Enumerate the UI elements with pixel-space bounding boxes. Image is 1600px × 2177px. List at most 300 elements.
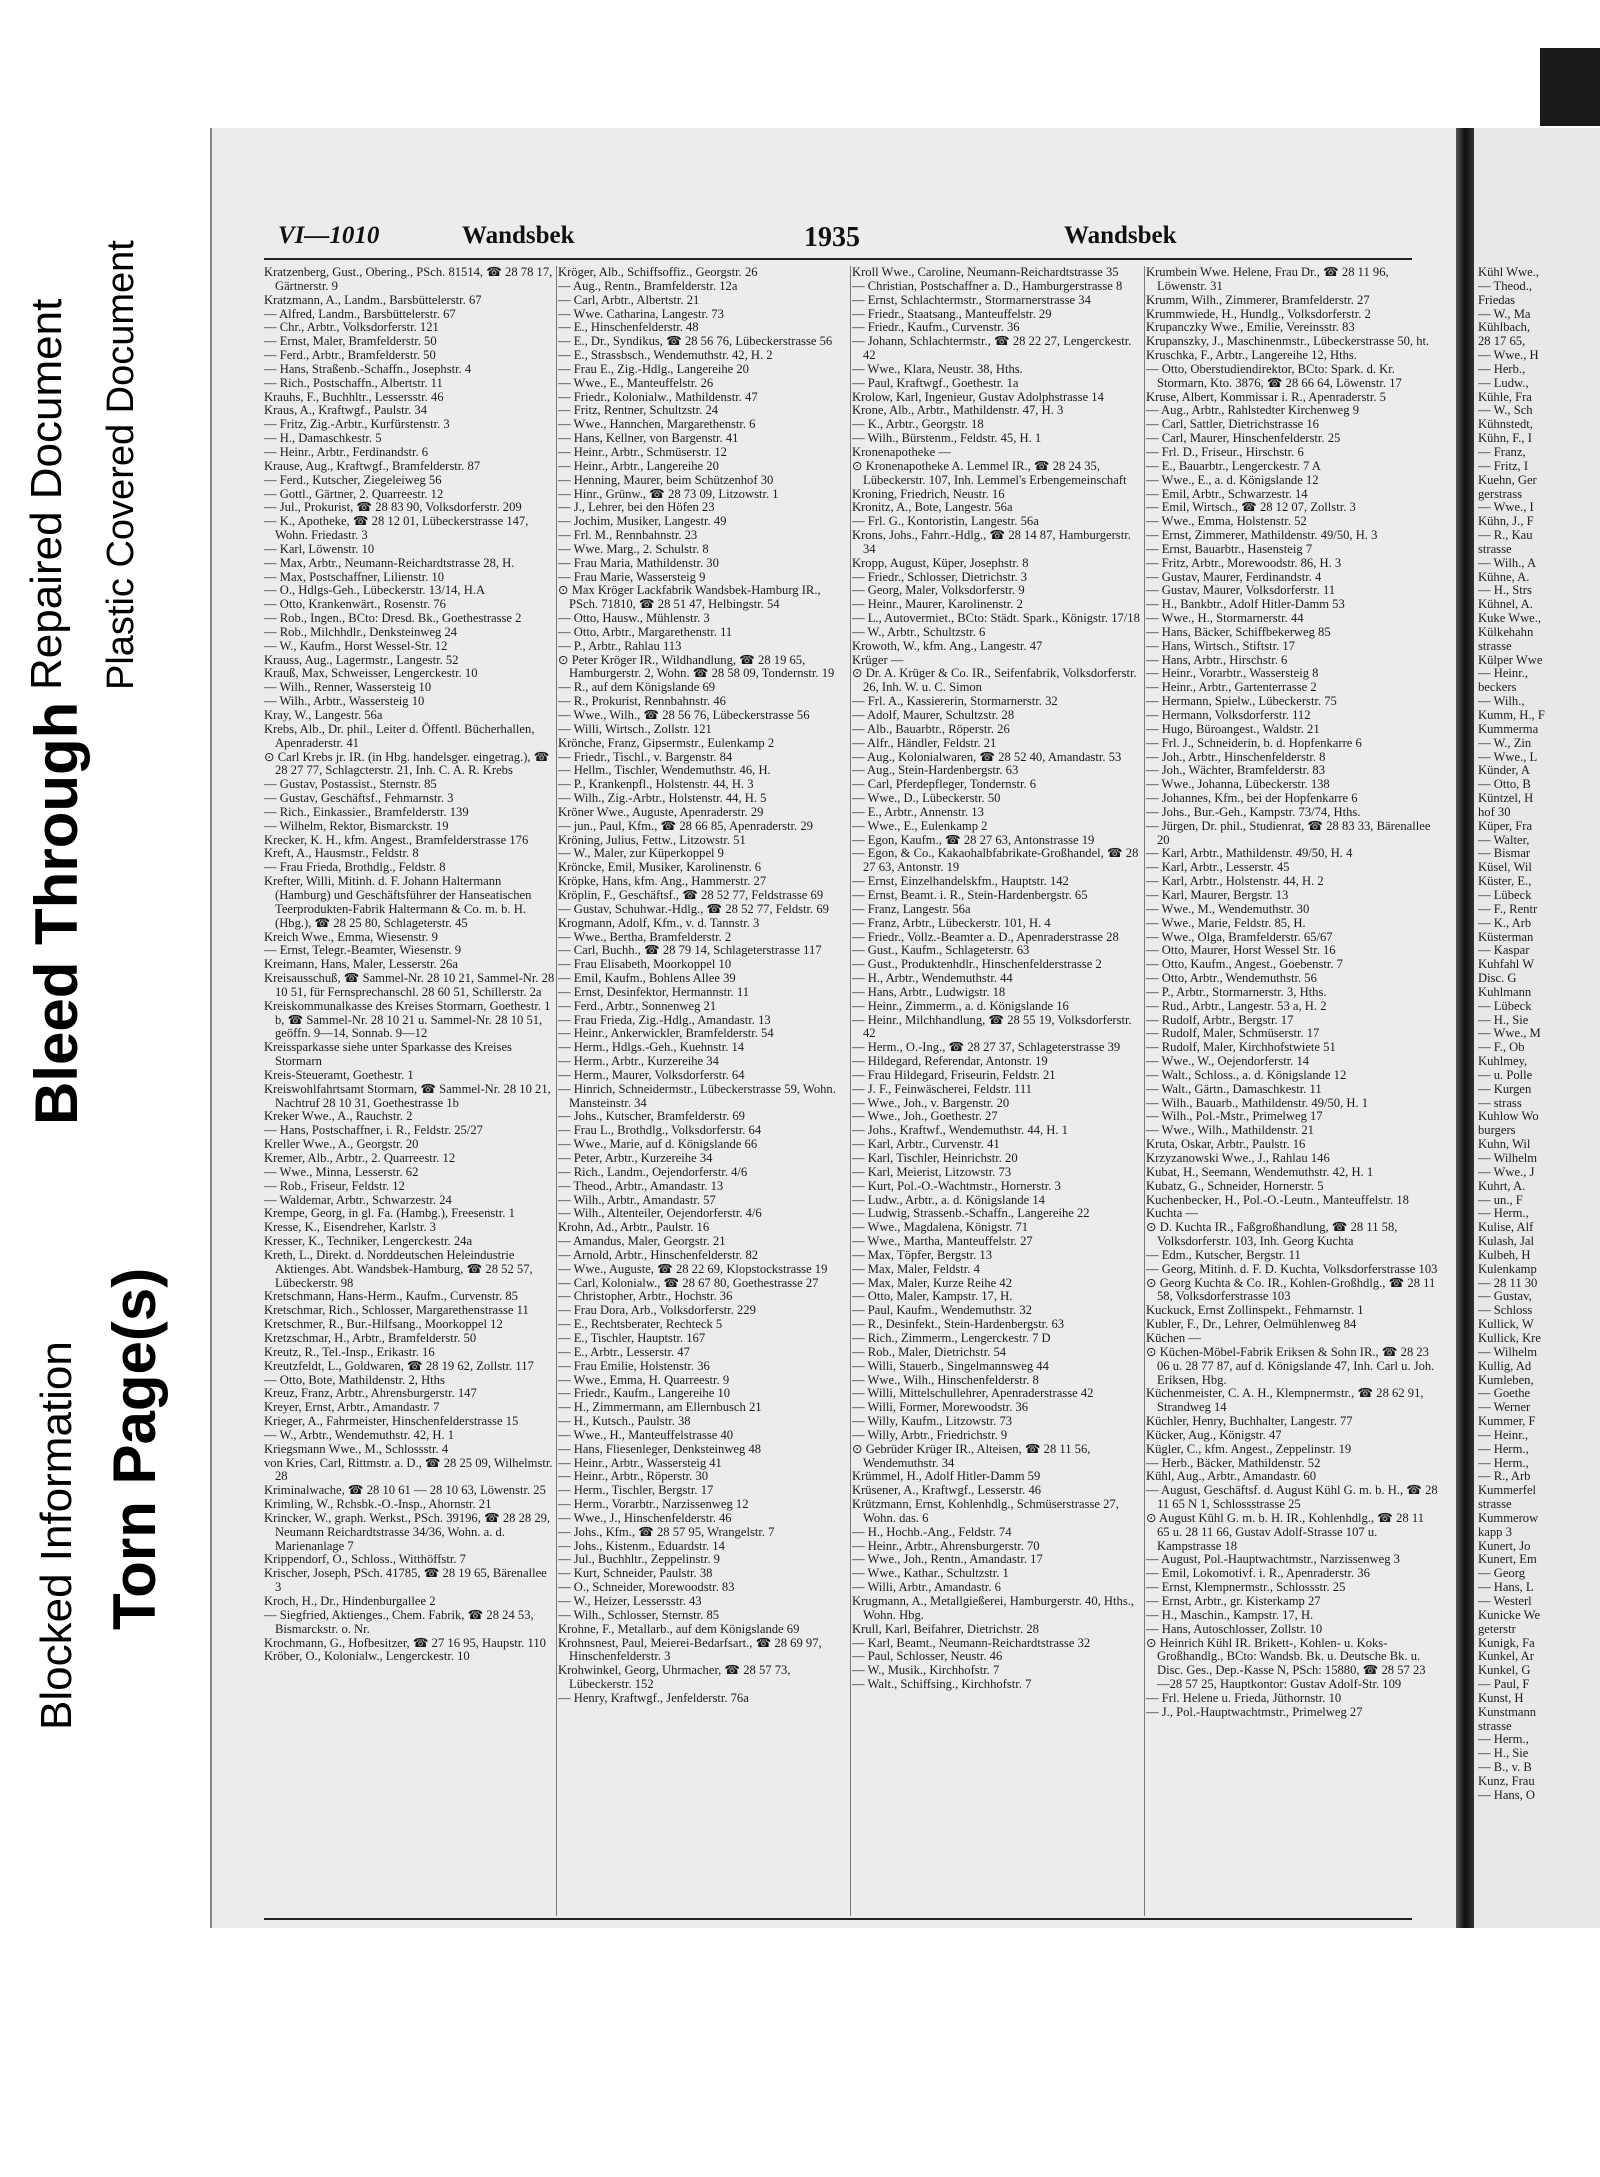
- directory-entry: Krüsener, A., Kraftwgf., Lesserstr. 46: [852, 1483, 1042, 1498]
- directory-entry: Küchler, Henry, Buchhalter, Langestr. 77: [1146, 1414, 1353, 1429]
- directory-entry: — Herm., Maurer, Volksdorferstr. 64: [558, 1067, 745, 1082]
- directory-entry: — Carl, Arbtr., Albertstr. 21: [558, 292, 700, 307]
- fragment-line: Disc. G: [1478, 971, 1517, 986]
- fragment-line: — Lübeck: [1478, 887, 1532, 902]
- directory-entry: — E., Arbtr., Lesserstr. 47: [558, 1344, 690, 1359]
- fragment-line: strasse: [1478, 1718, 1512, 1733]
- fragment-line: Kühl Wwe.,: [1478, 266, 1539, 279]
- directory-entry: — Johs., Kraftwf., Wendemuthstr. 44, H. 1: [852, 1123, 1068, 1138]
- directory-entry: — Hans, Arbtr., Ludwigstr. 18: [852, 984, 1006, 999]
- directory-entry: — R., Prokurist, Rennbahnstr. 46: [558, 694, 726, 709]
- directory-entry: Krumm, Wilh., Zimmerer, Bramfelderstr. 27: [1146, 292, 1370, 307]
- directory-entry: — Emil, Wirtsch., ☎ 28 12 07, Zollstr. 3: [1146, 500, 1356, 515]
- fragment-line: — Wwe., L: [1478, 749, 1538, 764]
- fragment-line: — Werner: [1478, 1400, 1531, 1415]
- directory-entry: Kropp, August, Küper, Josephstr. 8: [852, 555, 1029, 570]
- directory-entry: — Wwe., H., Stormarnerstr. 44: [1146, 611, 1304, 626]
- directory-entry: — Friedr., Kolonialw., Mathildenstr. 47: [558, 389, 758, 404]
- directory-entry: — Wwe., Johanna, Lübeckerstr. 138: [1146, 777, 1330, 792]
- directory-entry: Kroll Wwe., Caroline, Neumann-Reichardtstrasse 35: [852, 266, 1119, 279]
- fragment-line: Kuehn, Ger: [1478, 472, 1537, 487]
- directory-entry: Kreis-Steueramt, Goethestr. 1: [264, 1067, 414, 1082]
- directory-entry: Krauß, Max, Schweisser, Lengerckestr. 10: [264, 666, 478, 681]
- directory-entry: — Hellm., Tischler, Wendemuthstr. 46, H.: [558, 763, 771, 778]
- directory-entry: ⊙ Heinrich Kühl IR. Brikett-, Kohlen- u. Koks-Großhandlg., BCto: Wandsb. Bk. u. Deutsche Bk. u. Disc. Ges., Dep.-Kasse N, PSch: 15880, ☎ 28 57 23—28 57 25, Hauptkontor: Gustav Adolf-Str. 109: [1146, 1635, 1426, 1692]
- directory-entry: — Wwe., E., Manteuffelstr. 26: [558, 375, 714, 390]
- fragment-line: Kulbeh, H: [1478, 1247, 1531, 1262]
- directory-entry: — Wwe., Magdalena, Königstr. 71: [852, 1220, 1029, 1235]
- directory-entry: — Hans, Wirtsch., Stiftstr. 17: [1146, 638, 1295, 653]
- directory-entry: — Johs., Kistenm., Eduardstr. 14: [558, 1538, 725, 1553]
- directory-entry: — Gottl., Gärtner, 2. Quarreestr. 12: [264, 486, 444, 501]
- fragment-line: — Bismar: [1478, 846, 1531, 861]
- directory-entry: — Kurt, Pol.-O.-Wachtmstr., Hornerstr. 3: [852, 1178, 1061, 1193]
- directory-entry: — Heinr., Zimmerm., a. d. Königslande 16: [852, 998, 1069, 1013]
- fragment-line: Kunigk, Fa: [1478, 1635, 1535, 1650]
- fragment-line: strasse: [1478, 638, 1512, 653]
- fragment-line: 28 17 65,: [1478, 334, 1526, 349]
- directory-entry: — Wwe., Auguste, ☎ 28 22 69, Klopstockstrasse 19: [558, 1261, 828, 1276]
- directory-entry: — Karl, Meierist, Litzowstr. 73: [852, 1164, 1012, 1179]
- fragment-line: Küster, E.,: [1478, 874, 1532, 889]
- directory-entry: Krischer, Joseph, PSch. 41785, ☎ 28 19 65, Bärenallee 3: [264, 1566, 547, 1595]
- directory-entry: — Jochim, Musiker, Langestr. 49: [558, 514, 727, 529]
- directory-entry: Krönche, Franz, Gipsermstr., Eulenkamp 2: [558, 735, 775, 750]
- directory-entry: — Friedr., Staatsang., Manteuffelstr. 29: [852, 306, 1052, 321]
- fragment-line: Kumm, H., F: [1478, 708, 1545, 722]
- directory-entry: — Willi, Arbtr., Amandastr. 6: [852, 1580, 1001, 1595]
- directory-column-4: [1146, 266, 1438, 1926]
- directory-entry: — Heinr., Maurer, Karolinenstr. 2: [852, 597, 1023, 612]
- directory-entry: — Johannes, Kfm., bei der Hopfenkarre 6: [1146, 791, 1358, 806]
- directory-entry: — Friedr., Schlosser, Dietrichstr. 3: [852, 569, 1028, 584]
- fragment-line: — Wilhelm: [1478, 1151, 1538, 1165]
- directory-entry: — Alb., Bauarbtr., Röperstr. 26: [852, 721, 1010, 736]
- directory-entry: — Ernst, Maler, Bramfelderstr. 50: [264, 334, 437, 349]
- directory-entry: Krieger, A., Fahrmeister, Hinschenfelderstrasse 15: [264, 1414, 519, 1429]
- directory-entry: — Paul, Kaufm., Wendemuthstr. 32: [852, 1303, 1032, 1318]
- directory-entry: — Joh., Wächter, Bramfelderstr. 83: [1146, 763, 1326, 778]
- directory-column-2: [558, 266, 850, 1926]
- fragment-line: — Otto, B: [1478, 777, 1531, 792]
- fragment-line: Kuhn, Wil: [1478, 1137, 1531, 1152]
- directory-entry: — Gustav, Schuhwar.-Hdlg., ☎ 28 52 77, Feldstr. 69: [558, 901, 829, 916]
- directory-entry: — Hans, Bäcker, Schiffbekerweg 85: [1146, 624, 1331, 639]
- fragment-line: Kühn, J., F: [1478, 514, 1534, 529]
- directory-entry: — Willi, Wirtsch., Zollstr. 121: [558, 721, 712, 736]
- fragment-line: Kühlbach,: [1478, 320, 1531, 335]
- fragment-line: — Herm.,: [1478, 1206, 1529, 1221]
- fragment-line: Kumleben,: [1478, 1372, 1534, 1387]
- fragment-line: — Theod.,: [1478, 278, 1532, 293]
- fragment-line: — Herm.,: [1478, 1732, 1529, 1747]
- fragment-line: Küper, Fra: [1478, 818, 1533, 833]
- fragment-line: Kunstmann: [1478, 1704, 1537, 1719]
- directory-entry: — Otto, Arbtr., Margarethenstr. 11: [558, 624, 733, 639]
- fragment-line: — Heinr.,: [1478, 666, 1529, 681]
- directory-entry: — Christian, Postschaffner a. D., Hamburgerstrasse 8: [852, 278, 1123, 293]
- scanned-document: [200, 48, 1600, 1978]
- directory-entry: — R., auf dem Königslande 69: [558, 680, 716, 695]
- fragment-line: — K., Arb: [1478, 915, 1532, 930]
- fragment-line: Kullick, Kre: [1478, 1330, 1541, 1345]
- directory-entry: — Henning, Maurer, beim Schützenhof 30: [558, 472, 774, 487]
- directory-entry: — K., Apotheke, ☎ 28 12 01, Lübeckerstrasse 147, Wohn. Friedastr. 3: [264, 514, 529, 543]
- warning-sidebar: [0, 0, 200, 2177]
- directory-entry: Krogmann, Adolf, Kfm., v. d. Tannstr. 3: [558, 915, 760, 930]
- directory-entry: — Rudolf, Arbtr., Bergstr. 17: [1146, 1012, 1294, 1027]
- directory-entry: — Georg, Mitinh. d. F. D. Kuchta, Volksdorferstrasse 103: [1146, 1261, 1438, 1276]
- directory-entry: Kröger, Alb., Schiffsoffiz., Georgstr. 26: [558, 266, 758, 279]
- directory-entry: — Hans, Straßenb.-Schaffn., Josephstr. 4: [264, 361, 472, 376]
- directory-entry: — Walt., Schiffsing., Kirchhofstr. 7: [852, 1677, 1032, 1692]
- directory-entry: Küchen —: [1146, 1330, 1201, 1345]
- fragment-line: Kunkel, Ar: [1478, 1649, 1534, 1664]
- fragment-line: Kullig, Ad: [1478, 1358, 1532, 1373]
- directory-entry: — Karl, Arbtr., Lesserstr. 45: [1146, 860, 1290, 875]
- directory-entry: Krimling, W., Rchsbk.-O.-Insp., Ahornstr. 21: [264, 1497, 492, 1512]
- directory-entry: Krupanczky Wwe., Emilie, Vereinsstr. 83: [1146, 320, 1355, 335]
- directory-entry: — Willi, Stauerb., Singelmannsweg 44: [852, 1358, 1049, 1373]
- fragment-line: Kullick, W: [1478, 1317, 1534, 1332]
- directory-entry: Krippendorf, O., Schloss., Witthöffstr. 7: [264, 1552, 466, 1567]
- directory-entry: — E., Rechtsberater, Rechteck 5: [558, 1317, 723, 1332]
- directory-entry: — Willy, Arbtr., Friedrichstr. 9: [852, 1427, 1008, 1442]
- fragment-line: gerstrass: [1478, 486, 1523, 501]
- directory-entry: Kruschka, F., Arbtr., Langereihe 12, Hths.: [1146, 348, 1357, 363]
- directory-entry: — Otto, Maurer, Horst Wessel Str. 16: [1146, 943, 1336, 958]
- fragment-line: Kulash, Jal: [1478, 1234, 1534, 1249]
- directory-entry: — Ferd., Kutscher, Ziegeleiweg 56: [264, 472, 442, 487]
- directory-entry: — Aug., Kolonialwaren, ☎ 28 52 40, Amandastr. 53: [852, 749, 1122, 764]
- directory-entry: — Arnold, Arbtr., Hinschenfelderstr. 82: [558, 1247, 759, 1262]
- directory-entry: — Frl. G., Kontoristin, Langestr. 56a: [852, 514, 1039, 529]
- directory-entry: Kröber, O., Kolonialw., Lengerckestr. 10: [264, 1649, 470, 1664]
- fragment-line: — Georg: [1478, 1566, 1525, 1581]
- directory-entry: Kreutzfeldt, L., Goldwaren, ☎ 28 19 62, Zollstr. 117: [264, 1358, 534, 1373]
- directory-entry: Kreiswohlfahrtsamt Stormarn, ☎ Sammel-Nr. 28 10 21, Nachtruf 28 10 31, Goethestrasse 1b: [264, 1081, 551, 1110]
- directory-entry: Kronitz, A., Bote, Langestr. 56a: [852, 500, 1013, 515]
- directory-entry: Kreth, L., Direkt. d. Norddeutschen Heleindustrie Aktienges. Abt. Wandsbek-Hamburg, ☎ 28 52 57, Lübeckerstr. 98: [264, 1247, 533, 1290]
- book-gutter: [1456, 128, 1474, 1928]
- directory-entry: Krull, Karl, Beifahrer, Dietrichstr. 28: [852, 1621, 1039, 1636]
- directory-entry: — Hildegard, Referendar, Antonstr. 19: [852, 1054, 1048, 1069]
- directory-entry: Krummwiede, H., Hundlg., Volksdorferstr. 2: [1146, 306, 1371, 321]
- directory-entry: — P., Arbtr., Stormarnerstr. 3, Hths.: [1146, 984, 1327, 999]
- directory-entry: — H., Zimmermann, am Ellernbusch 21: [558, 1400, 762, 1415]
- directory-entry: — Johs., Bur.-Geh., Kampstr. 73/74, Hths.: [1146, 804, 1361, 819]
- fragment-line: — Wwe., I: [1478, 500, 1534, 515]
- directory-entry: — Carl, Kolonialw., ☎ 28 67 80, Goethestrasse 27: [558, 1275, 819, 1290]
- directory-entry: — Heinr., Arbtr., Röperstr. 30: [558, 1469, 709, 1484]
- directory-entry: — Rob., Ingen., BCto: Dresd. Bk., Goethestrasse 2: [264, 611, 522, 626]
- directory-entry: — Heinr., Arbtr., Schmüserstr. 12: [558, 444, 727, 459]
- directory-entry: — Wwe., E., Eulenkamp 2: [852, 818, 988, 833]
- fragment-line: beckers: [1478, 680, 1517, 695]
- directory-entry: — Frau E., Zig.-Hdlg., Langereihe 20: [558, 361, 749, 376]
- directory-entry: Kraus, A., Kraftwgf., Paulstr. 34: [264, 403, 427, 418]
- directory-entry: — Otto, Hausw., Mühlenstr. 3: [558, 611, 710, 626]
- directory-entry: — Wwe., E., a. d. Königslande 12: [1146, 472, 1319, 487]
- directory-entry: — Joh., Arbtr., Hinschenfelderstr. 8: [1146, 749, 1326, 764]
- directory-entry: — Frau Marie, Wassersteig 9: [558, 569, 706, 584]
- directory-entry: Kröner Wwe., Auguste, Apenraderstr. 29: [558, 804, 764, 819]
- directory-entry: — Heinr., Arbtr., Gartenterrasse 2: [1146, 680, 1317, 695]
- directory-entry: Kubatz, G., Schneider, Hornerstr. 5: [1146, 1178, 1324, 1193]
- running-title-right: Wandsbek: [1064, 222, 1177, 249]
- directory-entry: — Wwe., Olga, Bramfelderstr. 65/67: [1146, 929, 1333, 944]
- directory-entry: — Wilh., Arbtr., Wassersteig 10: [264, 694, 425, 709]
- directory-column-1: [264, 266, 556, 1926]
- directory-entry: — Karl, Arbtr., Curvenstr. 41: [852, 1137, 1000, 1152]
- directory-entry: ⊙ Carl Krebs jr. IR. (in Hbg. handelsger. eingetrag.), ☎ 28 27 77, Schlagcterstr. 21, Inh. C. A. R. Krebs: [264, 749, 550, 778]
- fragment-line: — H., Sie: [1478, 1746, 1529, 1761]
- directory-entry: — Rich., Zimmerm., Lengerckestr. 7 D: [852, 1330, 1051, 1345]
- fragment-line: geterstr: [1478, 1621, 1516, 1636]
- directory-entry: — K., Arbtr., Georgstr. 18: [852, 417, 984, 432]
- fragment-line: — strass: [1478, 1095, 1522, 1110]
- directory-entry: Kuchta —: [1146, 1206, 1199, 1221]
- directory-entry: ⊙ Kronenapotheke A. Lemmel IR., ☎ 28 24 35, Lübeckerstr. 107, Inh. Lemmel's Erbengemeinschaft: [852, 458, 1127, 487]
- fragment-line: — Ludw.,: [1478, 375, 1529, 390]
- fragment-line: — Kaspar: [1478, 943, 1530, 958]
- directory-entry: Krowoth, W., kfm. Ang., Langestr. 47: [852, 638, 1043, 653]
- fragment-line: Küsterman: [1478, 929, 1534, 944]
- fragment-line: Kulenkamp: [1478, 1261, 1537, 1276]
- fragment-line: Kunert, Em: [1478, 1552, 1537, 1567]
- directory-entry: — Carl, Maurer, Hinschenfelderstr. 25: [1146, 431, 1341, 446]
- directory-entry: — Frau L., Brothdlg., Volksdorferstr. 64: [558, 1123, 762, 1138]
- directory-entry: ⊙ Dr. A. Krüger & Co. IR., Seifenfabrik, Volksdorferstr. 26, Inh. W. u. C. Simon: [852, 666, 1137, 695]
- directory-entry: — Otto, Maler, Kampstr. 17, H.: [852, 1289, 1013, 1304]
- directory-entry: ⊙ Max Kröger Lackfabrik Wandsbek-Hamburg IR., PSch. 71810, ☎ 28 51 47, Helbingstr. 54: [558, 583, 821, 612]
- directory-entry: — Otto, Arbtr., Wendemuthstr. 56: [1146, 971, 1317, 986]
- directory-entry: — Max, Maler, Feldstr. 4: [852, 1261, 980, 1276]
- directory-entry: — Fritz, Rentner, Schultzstr. 24: [558, 403, 719, 418]
- directory-entry: Krebs, Alb., Dr. phil., Leiter d. Öffentl. Bücherhallen, Apenraderstr. 41: [264, 721, 535, 750]
- directory-entry: — August, Geschäftsf. d. August Kühl G. m. b. H., ☎ 28 11 65 N 1, Schlossstrasse 25: [1146, 1483, 1438, 1512]
- directory-entry: Kreich Wwe., Emma, Wiesenstr. 9: [264, 929, 438, 944]
- directory-entry: — Friedr., Tischl., v. Bargenstr. 84: [558, 749, 733, 764]
- directory-entry: Kubler, F., Dr., Lehrer, Oelmühlenweg 84: [1146, 1317, 1357, 1332]
- directory-page: [210, 128, 1458, 1928]
- directory-entry: — Otto, Krankenwärt., Rosenstr. 76: [264, 597, 446, 612]
- directory-entry: — Wwe., Emma, Holstenstr. 52: [1146, 514, 1307, 529]
- directory-entry: Krümmel, H., Adolf Hitler-Damm 59: [852, 1469, 1041, 1484]
- directory-entry: — Hinr., Grünw., ☎ 28 73 09, Litzowstr. 1: [558, 486, 779, 501]
- directory-entry: — Wwe., D., Lübeckerstr. 50: [852, 791, 1001, 806]
- directory-entry: — Wwe., Wilh., Hinschenfelderstr. 8: [852, 1372, 1039, 1387]
- directory-entry: Krone, Alb., Arbtr., Mathildenstr. 47, H. 3: [852, 403, 1064, 418]
- directory-entry: — Jürgen, Dr. phil., Studienrat, ☎ 28 83 33, Bärenallee 20: [1146, 818, 1431, 847]
- fragment-line: — Herm.,: [1478, 1455, 1529, 1470]
- directory-entry: — Gust., Produktenhdlr., Hinschenfelderstrasse 2: [852, 957, 1102, 972]
- fragment-line: — Lübeck: [1478, 998, 1532, 1013]
- directory-entry: — Wwe., Klara, Neustr. 38, Hths.: [852, 361, 1023, 376]
- directory-entry: — Max, Postschaffner, Lilienstr. 10: [264, 569, 445, 584]
- directory-entry: — H., Bankbtr., Adolf Hitler-Damm 53: [1146, 597, 1345, 612]
- directory-entry: — Wilh., Bürstenm., Feldstr. 45, H. 1: [852, 431, 1042, 446]
- directory-entry: — Wilhelm, Rektor, Bismarckstr. 19: [264, 818, 449, 833]
- fragment-line: — u. Polle: [1478, 1067, 1533, 1082]
- directory-entry: — Frau Dora, Arb., Volksdorferstr. 229: [558, 1303, 756, 1318]
- directory-entry: — Karl, Löwenstr. 10: [264, 541, 375, 556]
- fragment-line: Kuhlmey,: [1478, 1054, 1528, 1069]
- directory-entry: — Aug., Stein-Hardenbergstr. 63: [852, 763, 1019, 778]
- directory-entry: — Herm., O.-Ing., ☎ 28 27 37, Schlageterstrasse 39: [852, 1040, 1121, 1055]
- directory-entry: Krecker, K. H., kfm. Angest., Bramfelderstrasse 176: [264, 832, 529, 847]
- fragment-line: — Walter,: [1478, 832, 1530, 847]
- fragment-line: Kunz, Frau: [1478, 1773, 1535, 1788]
- directory-entry: — Wilh., Pol.-Mstr., Primelweg 17: [1146, 1109, 1323, 1124]
- directory-entry: — Gustav, Maurer, Volksdorferstr. 11: [1146, 583, 1336, 598]
- directory-entry: — Rob., Maler, Dietrichstr. 54: [852, 1344, 1007, 1359]
- directory-entry: — Otto, Kaufm., Angest., Goebenstr. 7: [1146, 957, 1343, 972]
- directory-entry: — Frl. Helene u. Frieda, Jüthornstr. 10: [1146, 1690, 1342, 1705]
- directory-entry: Krzyzanowski Wwe., J., Rahlau 146: [1146, 1151, 1330, 1165]
- directory-entry: — Chr., Arbtr., Volksdorferstr. 121: [264, 320, 439, 335]
- directory-entry: — Heinr., Arbtr., Ahrensburgerstr. 70: [852, 1538, 1040, 1553]
- directory-entry: Kratzenberg, Gust., Obering., PSch. 81514, ☎ 28 78 17, Gärtnerstr. 9: [264, 266, 553, 293]
- directory-entry: — Franz, Arbtr., Lübeckerstr. 101, H. 4: [852, 915, 1051, 930]
- directory-entry: — Hugo, Büroangest., Waldstr. 21: [1146, 721, 1320, 736]
- directory-entry: — Hermann, Spielw., Lübeckerstr. 75: [1146, 694, 1337, 709]
- directory-entry: ⊙ Küchen-Möbel-Fabrik Eriksen & Sohn IR., ☎ 28 23 06 u. 28 77 87, auf d. Königslande 47, Inh. Carl u. Joh. Eriksen, Hbg.: [1146, 1344, 1435, 1387]
- directory-entry: Kühl, Aug., Arbtr., Amandastr. 60: [1146, 1469, 1317, 1484]
- directory-entry: — Gustav, Geschäftsf., Fehmarnstr. 3: [264, 791, 454, 806]
- directory-entry: — Frau Emilie, Holstenstr. 36: [558, 1358, 710, 1373]
- fragment-line: — Wwe., M: [1478, 1026, 1541, 1041]
- directory-entry: — Ernst, Bauarbtr., Hasensteig 7: [1146, 541, 1313, 556]
- fragment-line: Kunkel, G: [1478, 1663, 1531, 1678]
- directory-entry: — Carl, Sattler, Dietrichstrasse 16: [1146, 417, 1319, 432]
- directory-entry: — Herb., Bäcker, Mathildenstr. 52: [1146, 1455, 1321, 1470]
- running-title-left: Wandsbek: [462, 222, 575, 249]
- directory-entry: — Wilh., Altenteiler, Oejendorferstr. 4/6: [558, 1206, 762, 1221]
- directory-entry: — Ferd., Arbtr., Sonnenweg 21: [558, 998, 717, 1013]
- directory-entry: — Wwe., M., Wendemuthstr. 30: [1146, 901, 1310, 916]
- directory-entry: Kröncke, Emil, Musiker, Karolinenstr. 6: [558, 860, 762, 875]
- directory-entry: ⊙ D. Kuchta IR., Faßgroßhandlung, ☎ 28 11 58, Volksdorferstr. 103, Inh. Georg Kuchta: [1146, 1220, 1398, 1249]
- directory-entry: — W., Maler, zur Küperkoppel 9: [558, 846, 724, 861]
- directory-entry: — Karl, Beamt., Neumann-Reichardtstrasse 32: [852, 1635, 1091, 1650]
- directory-entry: Kratzmann, A., Landm., Barsbüttelerstr. 67: [264, 292, 482, 307]
- directory-entry: Krause, Aug., Kraftwgf., Bramfelderstr. 87: [264, 458, 481, 473]
- directory-entry: — Ernst, Klempnermstr., Schlossstr. 25: [1146, 1580, 1346, 1595]
- directory-entry: Kretzschmar, H., Arbtr., Bramfelderstr. 50: [264, 1330, 477, 1345]
- directory-entry: Krützmann, Ernst, Kohlenhdlg., Schmüserstrasse 27, Wohn. das. 6: [852, 1497, 1119, 1525]
- directory-entry: — Hans, Postschaffner, i. R., Feldstr. 25/27: [264, 1123, 483, 1138]
- fragment-line: Külkehahn: [1478, 624, 1534, 639]
- fragment-line: — Heinr.,: [1478, 1427, 1529, 1442]
- directory-entry: Krauhs, F., Buchhltr., Lessersstr. 46: [264, 389, 444, 404]
- directory-entry: — Karl, Maurer, Bergstr. 13: [1146, 887, 1289, 902]
- directory-entry: — J. F., Feinwäscherei, Feldstr. 111: [852, 1081, 1032, 1096]
- directory-entry: — Franz, Langestr. 56a: [852, 901, 971, 916]
- directory-entry: Krochmann, G., Hofbesitzer, ☎ 27 16 95, Haupstr. 110: [264, 1635, 546, 1650]
- directory-entry: Krolow, Karl, Ingenieur, Gustav Adolphstrasse 14: [852, 389, 1104, 404]
- directory-entry: Kücker, Aug., Königstr. 47: [1146, 1427, 1282, 1442]
- fragment-line: Kühle, Fra: [1478, 389, 1532, 404]
- directory-entry: — Frl. A., Kassiererin, Stormarnerstr. 32: [852, 694, 1058, 709]
- directory-entry: — Frl. M., Rennbahnstr. 23: [558, 528, 698, 543]
- fragment-line: Kühn, F., I: [1478, 431, 1532, 446]
- directory-entry: — Willi, Former, Morewoodstr. 36: [852, 1400, 1029, 1415]
- directory-entry: — Jul., Buchhltr., Zeppelinstr. 9: [558, 1552, 720, 1567]
- directory-entry: — Wwe., Wilh., Mathildenstr. 21: [1146, 1123, 1314, 1138]
- directory-entry: — E., Tischler, Hauptstr. 167: [558, 1330, 706, 1345]
- directory-entry: Kruta, Oskar, Arbtr., Paulstr. 16: [1146, 1137, 1306, 1152]
- directory-entry: — J., Pol.-Hauptwachtmstr., Primelweg 27: [1146, 1704, 1363, 1719]
- directory-entry: — Heinr., Arbtr., Langereihe 20: [558, 458, 719, 473]
- directory-entry: — Wwe., J., Hinschenfelderstr. 46: [558, 1510, 732, 1525]
- directory-entry: — W., Heizer, Lessersstr. 43: [558, 1594, 702, 1608]
- directory-entry: Kruse, Albert, Kommissar i. R., Apenraderstr. 5: [1146, 389, 1386, 404]
- page-year: 1935: [804, 222, 860, 253]
- fragment-line: Kunicke We: [1478, 1607, 1541, 1622]
- header-rule: [264, 258, 1412, 260]
- directory-entry: — Wilh., Schlosser, Sternstr. 85: [558, 1607, 720, 1622]
- directory-entry: — Wwe. Catharina, Langestr. 73: [558, 306, 724, 321]
- directory-entry: — Hans, Arbtr., Hirschstr. 6: [1146, 652, 1288, 667]
- directory-entry: — Frau Hildegard, Friseurin, Feldstr. 21: [852, 1067, 1056, 1082]
- directory-entry: Kreisausschuß, ☎ Sammel-Nr. 28 10 21, Sammel-Nr. 28 10 51, für Fernsprechanschl. 28 60 51, Schillerstr. 2a: [264, 971, 555, 999]
- directory-entry: — Hans, Fliesenleger, Denksteinweg 48: [558, 1441, 762, 1456]
- directory-entry: — Rudolf, Maler, Kirchhofstwiete 51: [1146, 1040, 1336, 1055]
- fragment-line: Kunert, Jo: [1478, 1538, 1531, 1553]
- directory-entry: Kriminalwache, ☎ 28 10 61 — 28 10 63, Löwenstr. 25: [264, 1483, 546, 1498]
- directory-entry: Krohn, Ad., Arbtr., Paulstr. 16: [558, 1220, 710, 1235]
- directory-entry: — P., Arbtr., Rahlau 113: [558, 638, 682, 653]
- directory-entry: — Christopher, Arbtr., Hochstr. 36: [558, 1289, 733, 1304]
- directory-entry: — Heinr., Arbtr., Wassersteig 41: [558, 1455, 722, 1470]
- fragment-line: — Herm.,: [1478, 1441, 1529, 1456]
- directory-entry: — Ferd., Arbtr., Bramfelderstr. 50: [264, 348, 436, 363]
- directory-entry: — Rob., Milchhdlr., Denksteinweg 24: [264, 624, 458, 639]
- directory-entry: — L., Autovermiet., BCto: Städt. Spark., Königstr. 17/18: [852, 611, 1140, 626]
- directory-entry: — Aug., Arbtr., Rahlstedter Kirchenweg 9: [1146, 403, 1360, 418]
- directory-entry: — Paul, Schlosser, Neustr. 46: [852, 1649, 1003, 1664]
- directory-entry: Kuchenbecker, H., Pol.-O.-Leutn., Manteuffelstr. 18: [1146, 1192, 1409, 1207]
- fragment-line: Kulise, Alf: [1478, 1220, 1534, 1235]
- fragment-line: — F., Ob: [1478, 1040, 1525, 1055]
- directory-entry: — Alfred, Landm., Barsbüttelerstr. 67: [264, 306, 456, 321]
- directory-entry: — J., Lehrer, bei den Höfen 23: [558, 500, 715, 515]
- fragment-line: — H., Strs: [1478, 583, 1532, 598]
- directory-entry: Kreuz, Franz, Arbtr., Ahrensburgerstr. 147: [264, 1386, 477, 1401]
- directory-entry: — Rich., Postschaffn., Albertstr. 11: [264, 375, 443, 390]
- directory-entry: — Herm., Vorarbtr., Narzissenweg 12: [558, 1497, 749, 1512]
- label-bleed-through: Bleed Through: [23, 701, 90, 1125]
- directory-entry: — Wwe., Kathar., Schultzstr. 1: [852, 1566, 1009, 1581]
- adjacent-page-fragment: [1474, 128, 1600, 1928]
- fragment-line: — Goethe: [1478, 1386, 1531, 1401]
- directory-entry: Kreft, A., Hausmstr., Feldstr. 8: [264, 846, 419, 861]
- fragment-line: — Gustav,: [1478, 1289, 1532, 1304]
- directory-entry: — Wilh., Bauarb., Mathildenstr. 49/50, H. 1: [1146, 1095, 1369, 1110]
- page-header: [212, 222, 1458, 262]
- directory-entry: — Heinr., Arbtr., Ferdinandstr. 6: [264, 444, 429, 459]
- directory-entry: — Johs., Kutscher, Bramfelderstr. 69: [558, 1109, 745, 1124]
- fragment-line: Kunst, H: [1478, 1690, 1524, 1705]
- directory-entry: — Edm., Kutscher, Bergstr. 11: [1146, 1247, 1301, 1262]
- fragment-line: burgers: [1478, 1123, 1516, 1138]
- directory-entry: — Wilh., Zig.-Arbtr., Holstenstr. 44, H. 5: [558, 791, 767, 806]
- fragment-line: — W., Ma: [1478, 306, 1531, 321]
- directory-entry: — Jul., Prokurist, ☎ 28 83 90, Volksdorferstr. 209: [264, 500, 522, 515]
- directory-entry: — Walt., Schloss., a. d. Königslande 12: [1146, 1067, 1347, 1082]
- fragment-line: — Wilh., A: [1478, 555, 1537, 570]
